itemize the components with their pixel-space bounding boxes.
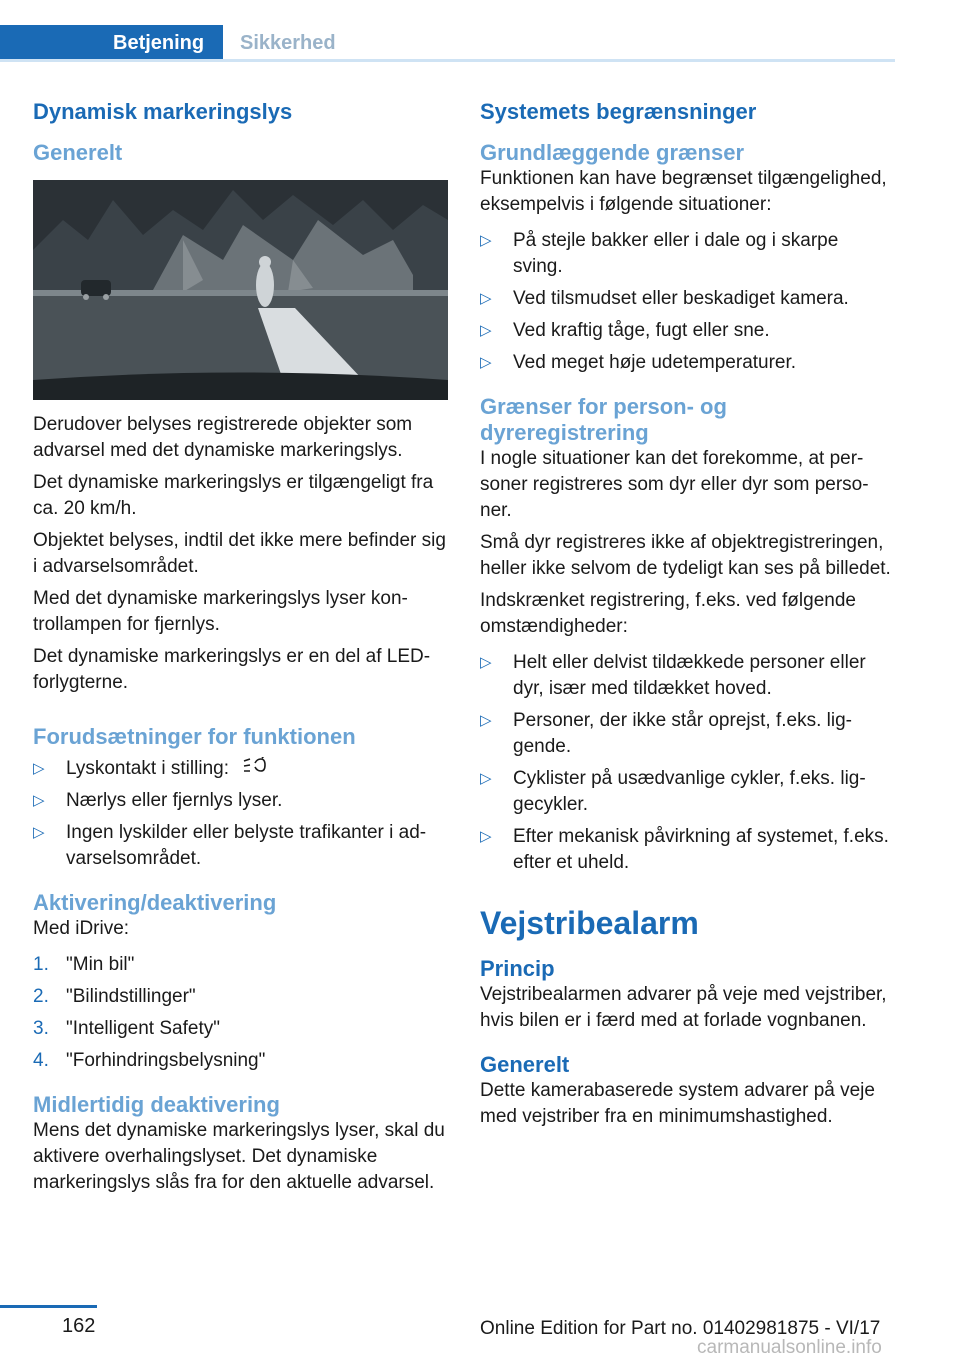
list-item: ▷ Personer, der ikke står oprejst, f.eks. liggende. (480, 710, 852, 757)
list-item: ▷ Ved tilsmudset eller beskadiget kamera. (480, 286, 892, 312)
triangle-bullet-icon: ▷ (480, 290, 492, 307)
para: Det dynamiske markeringslys er tilgængeligt fra ca. 20 km/h. (33, 472, 434, 519)
subheading-general: Generelt (33, 140, 123, 165)
triangle-bullet-icon: ▷ (480, 770, 492, 787)
heading-basic-limits: Grundlæggende grænser (480, 140, 745, 165)
list-item: ▷ Lyskontakt i stilling: (33, 756, 448, 782)
general-text: Dette kamerabaserede system advarer på veje med vejstriber fra en minimumshastighed. (480, 1080, 875, 1127)
left-column (33, 98, 448, 1202)
para: Derudover belyses registrerede objekter som advarsel med det dynamiske markeringslys. (33, 414, 413, 461)
list-item: ▷ Nærlys eller fjernlys lyser. (33, 788, 448, 814)
header-tabbar (0, 25, 895, 62)
page-number: 162 (62, 1315, 96, 1337)
principle-text: Vejstribealarmen advarer på veje med vejstriber, hvis bilen er i færd med at forlade vognbanen. (480, 984, 887, 1031)
list-item: ▷ Efter mekanisk påvirkning af systemet, f.eks. efter et uheld. (480, 826, 889, 873)
heading-principle: Princip (480, 956, 555, 981)
section-title: Dynamisk markeringslys (33, 99, 293, 124)
edition-text: Online Edition for Part no. 01402981875 - VI/17 (480, 1318, 881, 1339)
activation-intro: Med iDrive: (33, 918, 130, 939)
triangle-bullet-icon: ▷ (33, 760, 45, 777)
prereq-list (33, 756, 448, 872)
watermark: carmanualsonline.info (697, 1337, 882, 1358)
tab-sikkerhed[interactable]: Sikkerhed (240, 32, 336, 54)
para: Med det dynamiske markeringslys lyser kontrollampen for fjernlys. (33, 588, 408, 635)
list-item: ▷ Ingen lyskilder eller belyste trafikanter i advarselsområdet. (33, 822, 427, 869)
section-title: Systemets begrænsninger (480, 99, 757, 124)
list-item: 1. "Min bil" (33, 954, 135, 975)
tab-betjening[interactable]: Betjening (0, 25, 223, 62)
list-item: ▷ På stejle bakker eller i dale og i skarpe sving. (480, 230, 839, 277)
heading-general: Generelt (480, 1052, 570, 1077)
heading-prerequisites: Forudsætninger for funktionen (33, 724, 356, 749)
heading-detection-limits: Grænser for person- og dyreregistrering (480, 394, 727, 445)
triangle-bullet-icon: ▷ (480, 354, 492, 371)
temp-text: Mens det dynamiske markeringslys lyser, skal du aktivere overhalingslyset. Det dynamiske markeringslys slås fra for den aktuelle advarsel. (33, 1120, 445, 1193)
triangle-bullet-icon: ▷ (33, 824, 45, 841)
triangle-bullet-icon: ▷ (480, 654, 492, 671)
list-item: ▷ Ved kraftig tåge, fugt eller sne. (480, 318, 892, 344)
list-item: ▷ Cyklister på usædvanlige cykler, f.eks. liggecykler. (480, 768, 866, 815)
tab-underline (0, 59, 895, 62)
para: Små dyr registreres ikke af objektregistreringen, heller ikke selvom de tydeligt kan ses på billedet. (480, 532, 891, 579)
heading-lane-warning: Vejstribealarm (480, 905, 699, 941)
para: Objektet belyses, indtil det ikke mere befinder sig i advarselsområdet. (33, 530, 446, 577)
list-item: 2. "Bilindstillinger" (33, 986, 196, 1007)
triangle-bullet-icon: ▷ (480, 232, 492, 249)
triangle-bullet-icon: ▷ (480, 828, 492, 845)
list-item: 3. "Intelligent Safety" (33, 1018, 220, 1039)
heading-activation: Aktivering/deaktivering (33, 890, 277, 915)
basic-text: Funktionen kan have begrænset tilgængelighed, eksempelvis i følgende situationer: (480, 168, 887, 215)
list-item: ▷ Ved meget høje udetemperaturer. (480, 350, 892, 376)
triangle-bullet-icon: ▷ (480, 712, 492, 729)
list-item: 4. "Forhindringsbelysning" (33, 1050, 266, 1071)
right-column (480, 98, 892, 1136)
list-item: ▷ Helt eller delvist tildækkede personer eller dyr, især med tildækket hoved. (480, 652, 866, 699)
footer-rule (0, 1305, 97, 1308)
heading-temp-deactivation: Midlertidig deaktivering (33, 1092, 280, 1117)
triangle-bullet-icon: ▷ (33, 792, 45, 809)
auto-light-icon (242, 757, 268, 777)
steps-list (33, 952, 448, 1074)
triangle-bullet-icon: ▷ (480, 322, 492, 339)
basic-list (480, 228, 892, 376)
para: Det dynamiske markeringslys er en del af LED-forlygterne. (33, 646, 431, 693)
illustration-night-road (33, 180, 448, 400)
para: Indskrænket registrering, f.eks. ved følgende omstændigheder: (480, 590, 856, 637)
para: I nogle situationer kan det forekomme, at personer registreres som dyr eller dyr som personer. (480, 448, 869, 521)
limits-list (480, 650, 892, 876)
